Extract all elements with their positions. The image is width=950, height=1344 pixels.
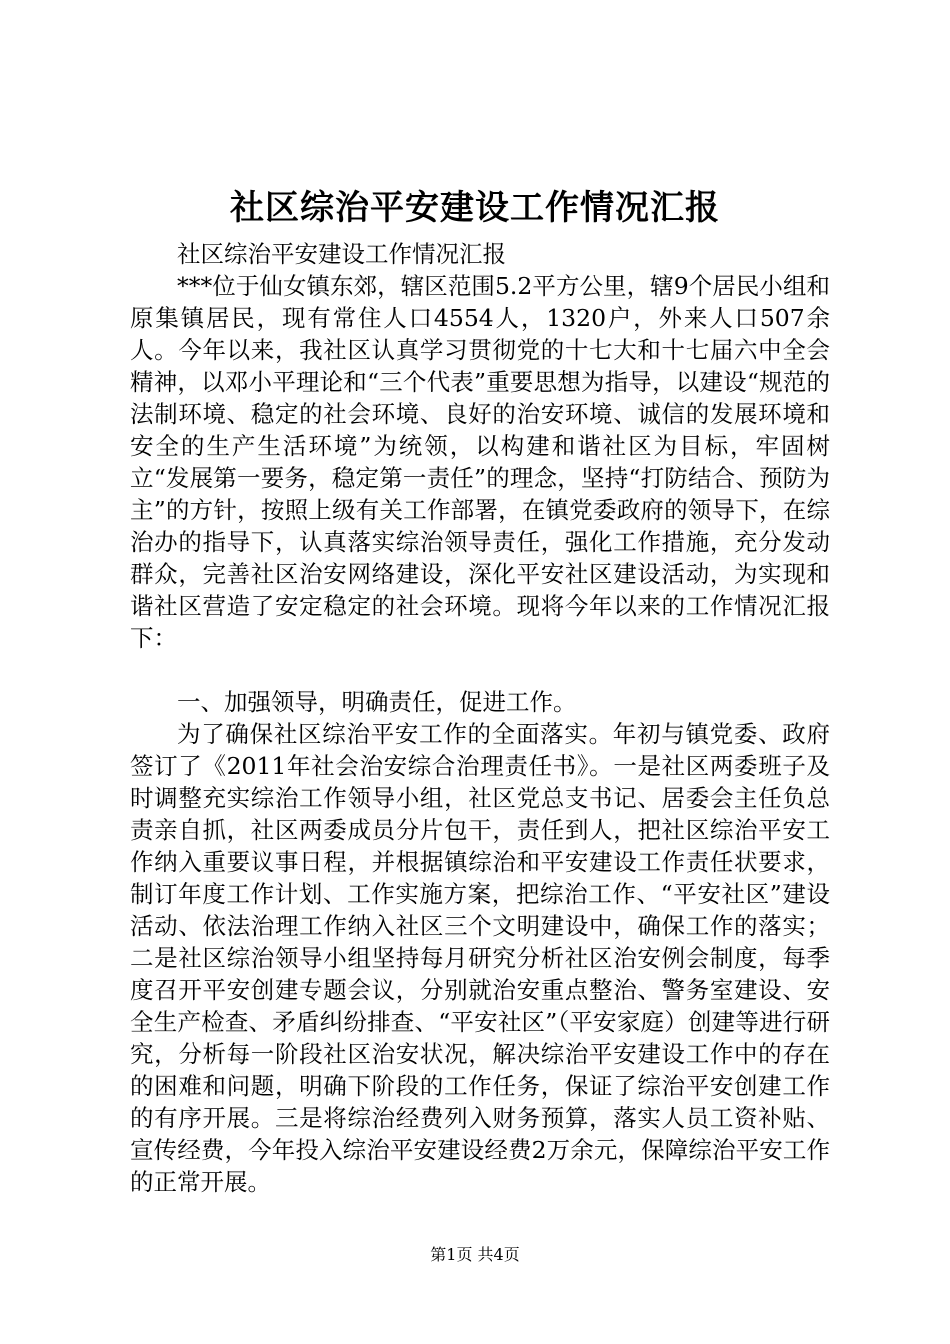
subtitle-paragraph: 社区综治平安建设工作情况汇报 bbox=[177, 240, 506, 268]
paragraph-spacer bbox=[130, 654, 830, 686]
document-title: 社区综治平安建设工作情况汇报 bbox=[230, 188, 720, 228]
section-heading: 一、加强领导，明确责任，促进工作。 bbox=[177, 688, 577, 716]
section-paragraph: 为了确保社区综治平安工作的全面落实。年初与镇党委、政府签订了《2011年社会治安综合治理责任书》。一是社区两委班子及时调整充实综治工作领导小组，社区党总支书记、居委会主任负总责亲自抓，社区两委成员分片包干，责任到人，把社区综治平安工作纳入重要议事日程，并根据镇综治和平安建设工作责任状要求，制订年度工作计划、工作实施方案，把综治工作、“平安社区”建设活动、依法治理工作纳入社区三个文明建设中，确保工作的落实；二是社区综治领导小组坚持每月研究分析社区治安例会制度，每季度召开平安创建专题会议，分别就治安重点整治、警务室建设、安全生产检查、矛盾纠纷排查、“平安社区”（平安家庭）创建等进行研究，分析每一阶段社区治安状况，解决综治平安建设工作中的存在的困难和问题，明确下阶段的工作任务，保证了综治平安创建工作的有序开展。三是将综治经费列入财务预算，落实人员工资补贴、宣传经费，今年投入综治平安建设经费2万余元，保障综治平安工作的正常开展。 bbox=[130, 720, 830, 1196]
intro-paragraph: ***位于仙女镇东郊，辖区范围5.2平方公里，辖9个居民小组和原集镇居民，现有常住人口4554人，1320户，外来人口507余人。今年以来，我社区认真学习贯彻党的十七大和十七届六中全会精神，以邓小平理论和“三个代表”重要思想为指导，以建设“规范的法制环境、稳定的社会环境、良好的治安环境、诚信的发展环境和安全的生产生活环境”为统领，以构建和谐社区为目标，牢固树立“发展第一要务，稳定第一责任”的理念，坚持“打防结合、预防为主”的方针，按照上级有关工作部署，在镇党委政府的领导下，在综治办的指导下，认真落实综治领导责任，强化工作措施，充分发动群众，完善社区治安网络建设，深化平安社区建设活动，为实现和谐社区营造了安定稳定的社会环境。现将今年以来的工作情况汇报下： bbox=[130, 272, 830, 652]
document-body bbox=[130, 238, 830, 1198]
page-number-footer: 第1页 共4页 bbox=[430, 1245, 520, 1264]
